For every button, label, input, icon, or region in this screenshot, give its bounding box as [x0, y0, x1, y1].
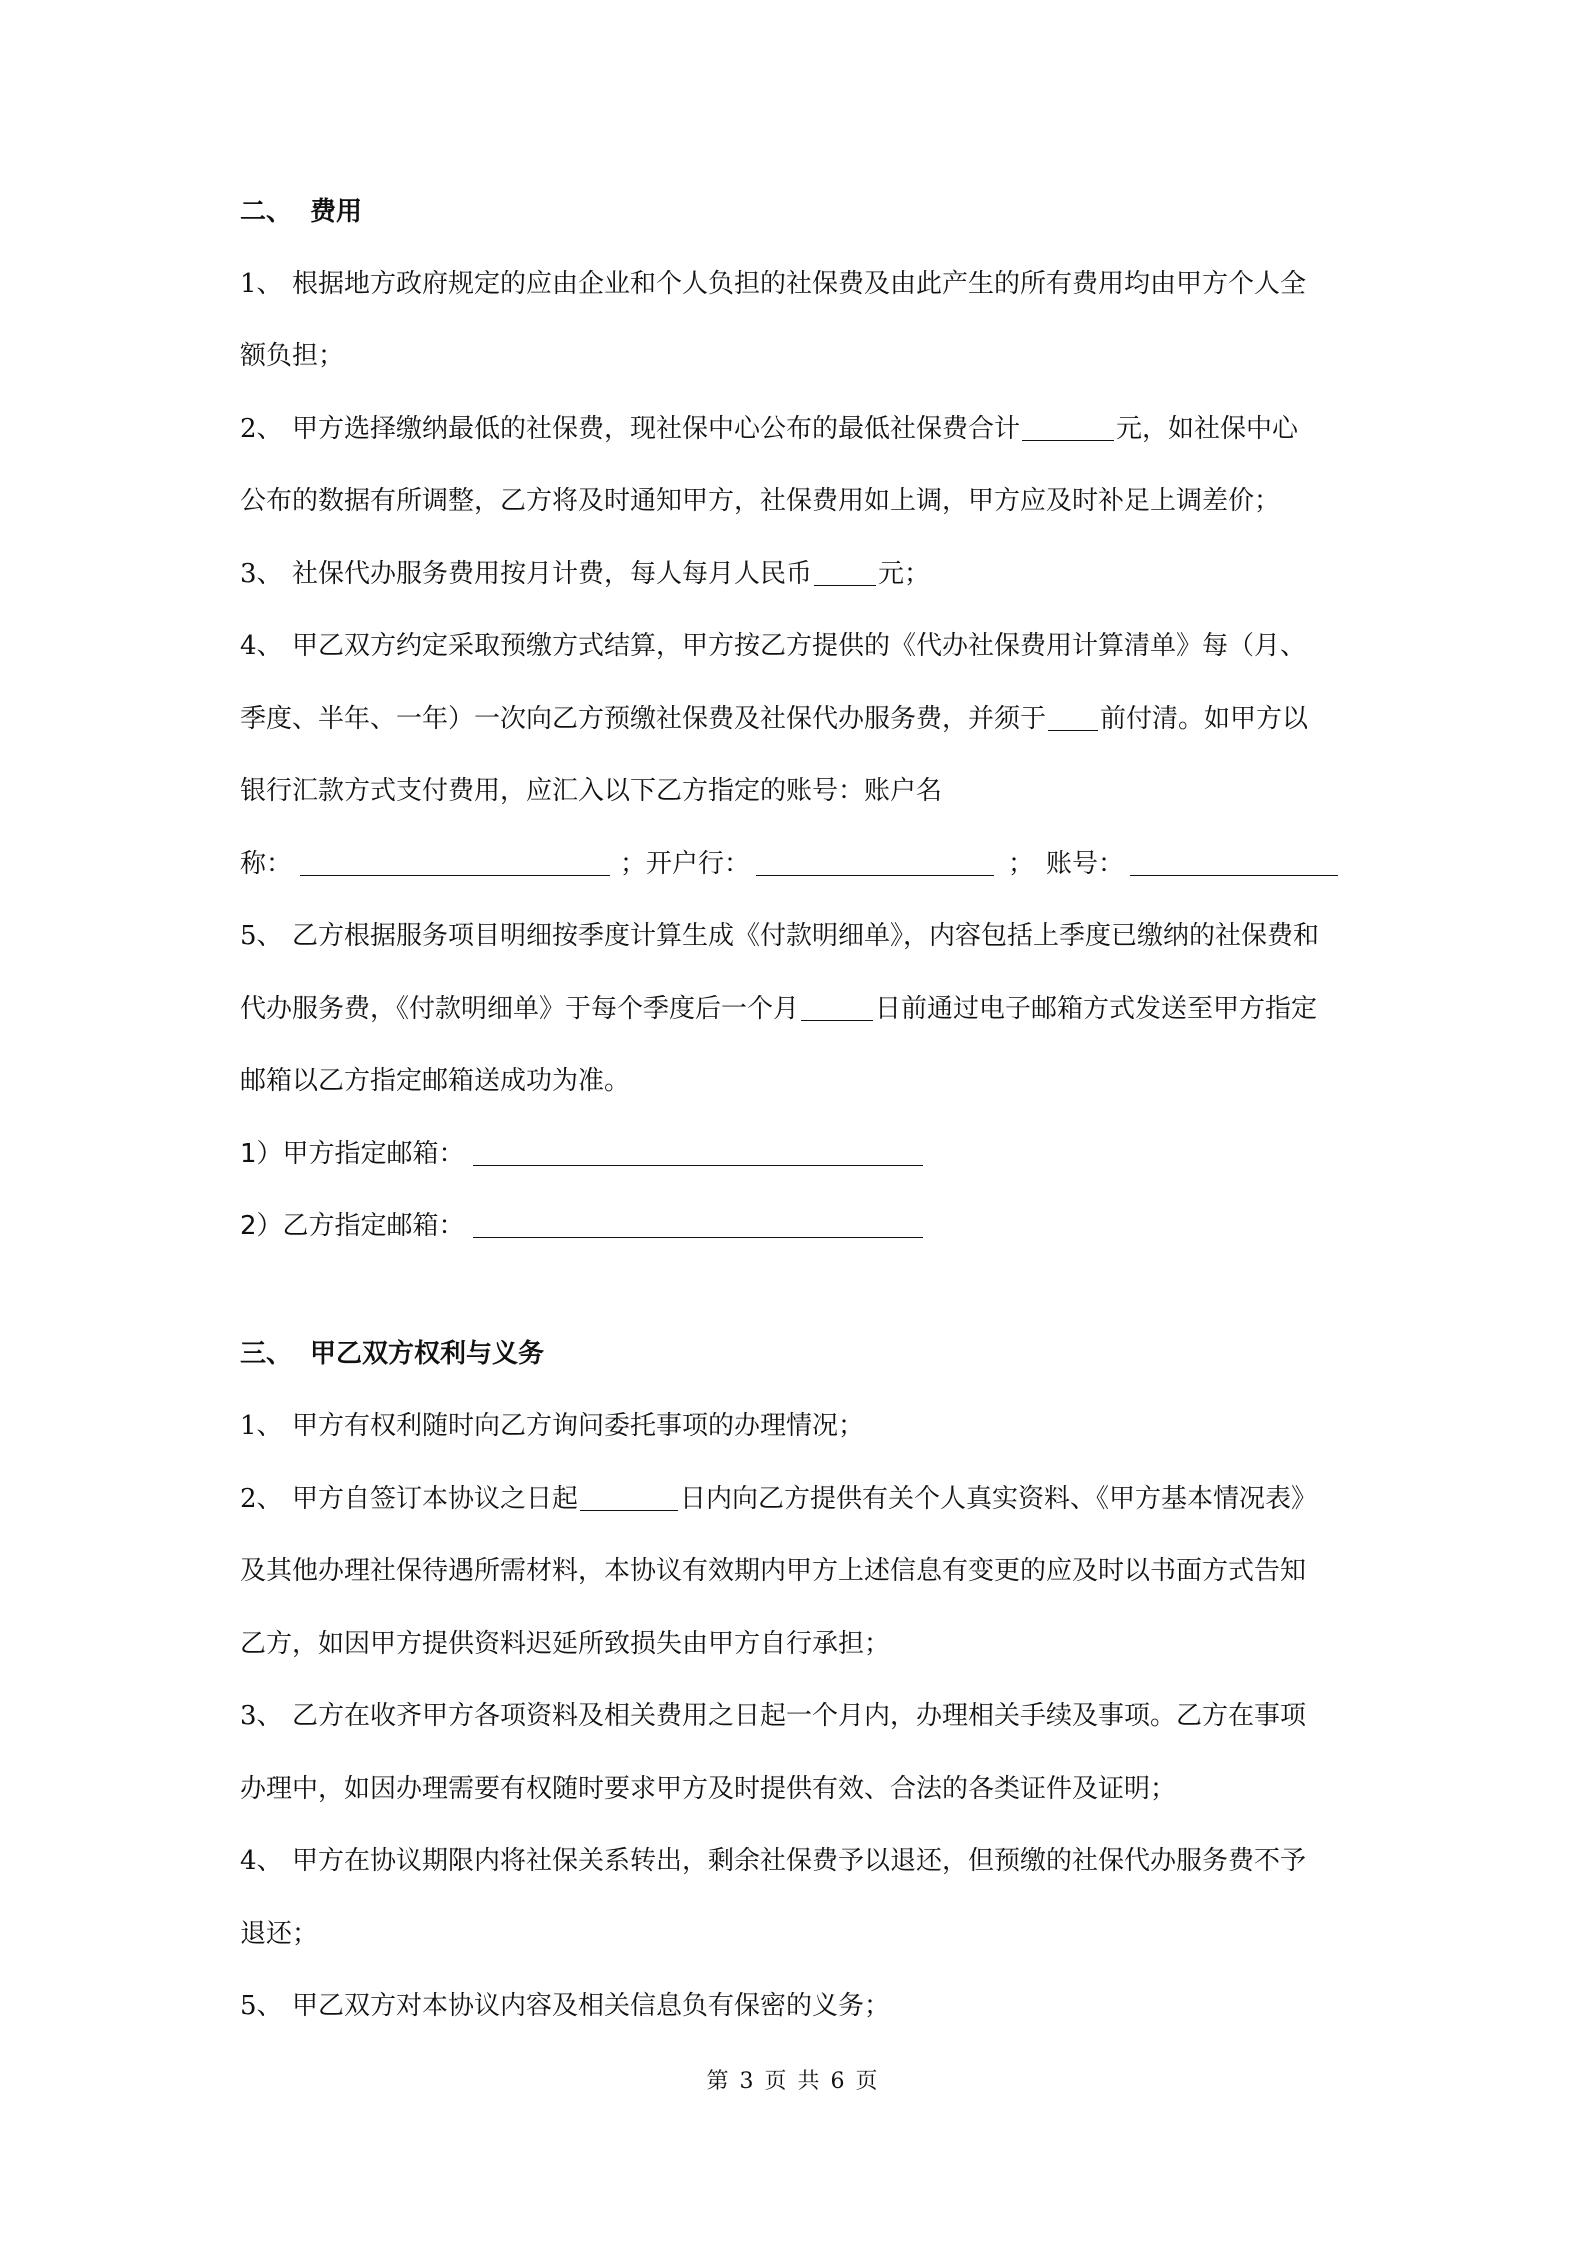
clause-text: 账号：: [1046, 849, 1125, 879]
clause-text: 甲乙双方约定采取预缴方式结算，甲方按乙方提供的《代办社保费用计算清单》每（月、: [292, 631, 1307, 661]
clause-number: 5、: [240, 921, 283, 951]
clause-text: 乙方在收齐甲方各项资料及相关费用之日起一个月内，办理相关手续及事项。乙方在事项: [292, 1701, 1307, 1731]
clause-line: [240, 1843, 1350, 1879]
clause-text: 甲方在协议期限内将社保关系转出，剩余社保费予以退还，但预缴的社保代办服务费不予: [292, 1846, 1307, 1876]
clause-line: [240, 1136, 1350, 1172]
clause-text: 前付清。如甲方以: [1100, 704, 1309, 734]
clause-text: 办理中，如因办理需要有权随时要求甲方及时提供有效、合法的各类证件及证明；: [240, 1774, 1177, 1804]
clause-text: 2）乙方指定邮箱：: [240, 1211, 465, 1241]
clause-line: [240, 701, 1350, 737]
fill-blank[interactable]: [801, 994, 873, 1021]
clause-line: [240, 338, 1350, 374]
clause-text: 甲方选择缴纳最低的社保费，现社保中心公布的最低社保费合计: [292, 414, 1021, 444]
clause-line: [240, 773, 1350, 809]
clause-line: [240, 1698, 1350, 1734]
account-name-blank[interactable]: [300, 849, 610, 876]
clause-text: 元，如社保中心: [1116, 414, 1299, 444]
section-title: 费用: [310, 197, 363, 227]
clause-number: 1、: [240, 1411, 283, 1441]
clause-line: [240, 1916, 1350, 1952]
clause-text: 甲方有权利随时向乙方询问委托事项的办理情况；: [292, 1411, 865, 1441]
clause-text: 日内向乙方提供有关个人真实资料、《甲方基本情况表》: [680, 1484, 1318, 1514]
bank-blank[interactable]: [756, 849, 994, 876]
clause-text: 银行汇款方式支付费用，应汇入以下乙方指定的账号：账户名: [240, 776, 943, 806]
clause-text: 1）甲方指定邮箱：: [240, 1139, 465, 1169]
section-heading: [240, 194, 1350, 230]
section-heading: [240, 1336, 1350, 1372]
party-a-email-blank[interactable]: [473, 1139, 923, 1166]
clause-number: 5、: [240, 1991, 283, 2021]
clause-line: [240, 1988, 1350, 2024]
clause-number: 1、: [240, 269, 283, 299]
clause-line: [240, 991, 1350, 1027]
page-footer: 第 3 页 共 6 页: [706, 2069, 880, 2094]
clause-line: [240, 556, 1350, 592]
clause-text: 公布的数据有所调整，乙方将及时通知甲方，社保费用如上调，甲方应及时补足上调差价；: [240, 486, 1281, 516]
clause-line: [240, 1771, 1350, 1807]
clause-text: 退还；: [240, 1919, 319, 1949]
clause-line: [240, 1408, 1350, 1444]
clause-text: 季度、半年、一年）一次向乙方预缴社保费及社保代办服务费，并须于: [240, 704, 1047, 734]
section-title: 甲乙双方权利与义务: [310, 1339, 545, 1369]
clause-line: [240, 1626, 1350, 1662]
clause-text: 称：: [240, 849, 293, 879]
fill-blank[interactable]: [1022, 414, 1114, 441]
clause-text: ；开户行：: [620, 849, 751, 879]
fill-blank[interactable]: [814, 559, 876, 586]
clause-number: 4、: [240, 1846, 283, 1876]
clause-text: 甲乙双方对本协议内容及相关信息负有保密的义务；: [292, 1991, 891, 2021]
clause-line: [240, 918, 1350, 954]
clause-text: 根据地方政府规定的应由企业和个人负担的社保费及由此产生的所有费用均由甲方个人全: [292, 269, 1307, 299]
clause-text: 日前通过电子邮箱方式发送至甲方指定: [875, 994, 1318, 1024]
fill-blank[interactable]: [580, 1484, 678, 1511]
clause-line: [240, 846, 1350, 882]
clause-text: 代办服务费，《付款明细单》于每个季度后一个月: [240, 994, 800, 1024]
clause-text: 及其他办理社保待遇所需材料，本协议有效期内甲方上述信息有变更的应及时以书面方式告知: [240, 1556, 1307, 1586]
clause-line: [240, 628, 1350, 664]
clause-line: [240, 1553, 1350, 1589]
clause-line: [240, 1063, 1350, 1099]
section-number: 三、: [240, 1339, 293, 1369]
clause-line: [240, 1208, 1350, 1244]
clause-number: 2、: [240, 1484, 283, 1514]
clause-number: 4、: [240, 631, 283, 661]
clause-text: 元；: [878, 559, 931, 589]
section-number: 二、: [240, 197, 293, 227]
clause-line: [240, 266, 1350, 302]
clause-line: [240, 1481, 1350, 1517]
clause-text: 邮箱以乙方指定邮箱送成功为准。: [240, 1066, 631, 1096]
clause-line: [240, 411, 1350, 447]
clause-text: 社保代办服务费用按月计费，每人每月人民币: [292, 559, 813, 589]
clause-text: 乙方，如因甲方提供资料迟延所致损失由甲方自行承担；: [240, 1629, 891, 1659]
clause-text: 额负担；: [240, 341, 345, 371]
party-b-email-blank[interactable]: [473, 1211, 923, 1238]
clause-text: ；: [1008, 849, 1035, 879]
fill-blank[interactable]: [1048, 704, 1098, 731]
account-number-blank[interactable]: [1130, 849, 1338, 876]
clause-number: 2、: [240, 414, 283, 444]
clause-number: 3、: [240, 559, 283, 589]
clause-text: 甲方自签订本协议之日起: [292, 1484, 579, 1514]
clause-text: 乙方根据服务项目明细按季度计算生成《付款明细单》，内容包括上季度已缴纳的社保费和: [292, 921, 1320, 951]
clause-line: [240, 483, 1350, 519]
clause-number: 3、: [240, 1701, 283, 1731]
